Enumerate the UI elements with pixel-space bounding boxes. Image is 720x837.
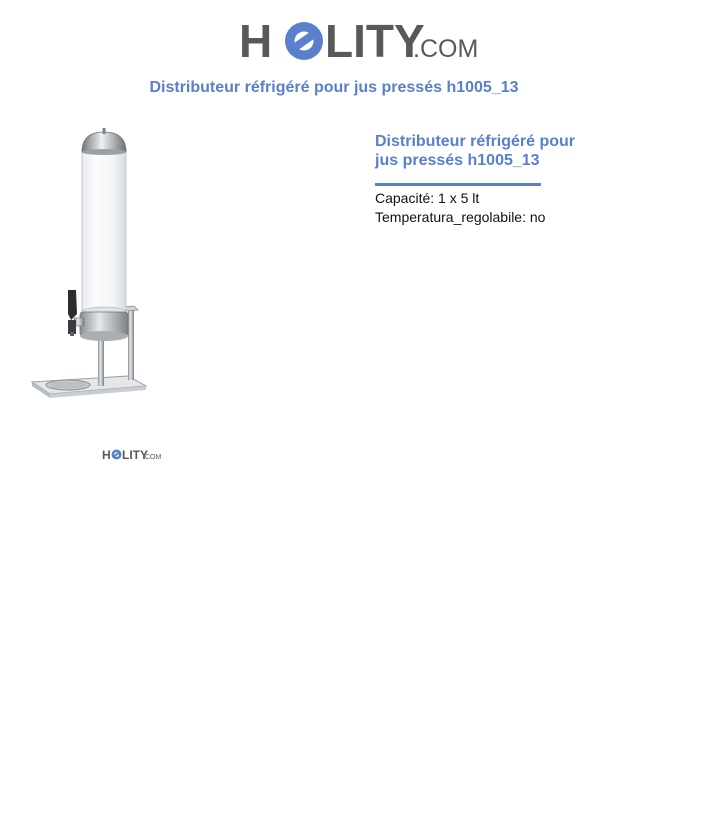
product-image	[24, 124, 164, 414]
logo-o-icon	[285, 22, 323, 60]
product-divider	[375, 183, 541, 186]
spec-capacity: Capacité: 1 x 5 lt	[375, 190, 480, 206]
product-name	[375, 132, 605, 170]
logo-small-o-icon	[112, 450, 122, 460]
product-name-line2: jus pressés h1005_13	[375, 152, 540, 169]
svg-text:LITY: LITY	[122, 448, 148, 462]
product-info	[375, 132, 605, 227]
holity-logo-small	[101, 446, 161, 462]
svg-text:.COM: .COM	[143, 454, 161, 461]
logo-letters-lity: LITY	[325, 15, 425, 67]
product-name-line1: Distributeur réfrigéré pour	[375, 133, 576, 150]
page-title: Distributeur réfrigéré pour jus pressés h1005_13	[149, 79, 519, 96]
holity-logo	[237, 12, 487, 68]
svg-text:H: H	[102, 448, 111, 462]
logo-suffix: .COM	[413, 35, 479, 63]
logo-letter-h: H	[239, 15, 273, 67]
spec-adjustable-temperature: Temperatura_regolabile: no	[375, 209, 546, 225]
